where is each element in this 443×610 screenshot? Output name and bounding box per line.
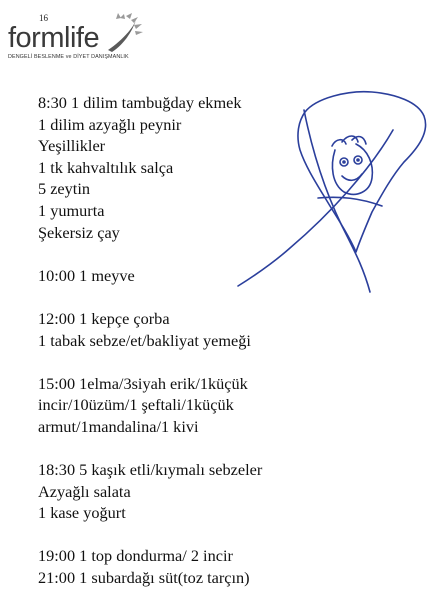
menu-line: 1 tabak sebze/et/bakliyat yemeği xyxy=(38,330,251,350)
menu-line: 18:30 5 kaşık etli/kıymalı sebzeler xyxy=(38,460,263,480)
menu-line: 1 kase yoğurt xyxy=(38,503,126,523)
menu-line: 15:00 1elma/3siyah erik/1küçük xyxy=(38,373,248,393)
menu-line: incir/10üzüm/1 şeftali/1küçük xyxy=(38,395,234,415)
menu-line: 1 tk kahvaltılık salça xyxy=(38,157,174,177)
menu-line: Yeşillikler xyxy=(38,136,106,156)
menu-line: 10:00 1 meyve xyxy=(38,265,135,285)
menu-line: 21:00 1 subardağı süt(toz tarçın) xyxy=(38,568,250,588)
menu-line: Şekersiz çay xyxy=(38,222,120,242)
page-number: 16 xyxy=(39,13,48,23)
menu-line: armut/1mandalina/1 kivi xyxy=(38,416,199,436)
menu-line: 12:00 1 kepçe çorba xyxy=(38,308,170,328)
menu-line: 5 zeytin xyxy=(38,179,90,199)
menu-line: 1 yumurta xyxy=(38,200,105,220)
menu-line: 8:30 1 dilim tambuğday ekmek xyxy=(38,93,242,112)
menu-line: 19:00 1 top dondurma/ 2 incir xyxy=(38,546,233,566)
menu-line: 1 dilim azyağlı peynir xyxy=(38,114,182,134)
menu-line: Azyağlı salata xyxy=(38,481,131,501)
logo-tagline: DENGELİ BESLENME ve DİYET DANIŞMANLIK xyxy=(8,54,129,60)
logo-wordmark: formlife xyxy=(8,22,100,54)
